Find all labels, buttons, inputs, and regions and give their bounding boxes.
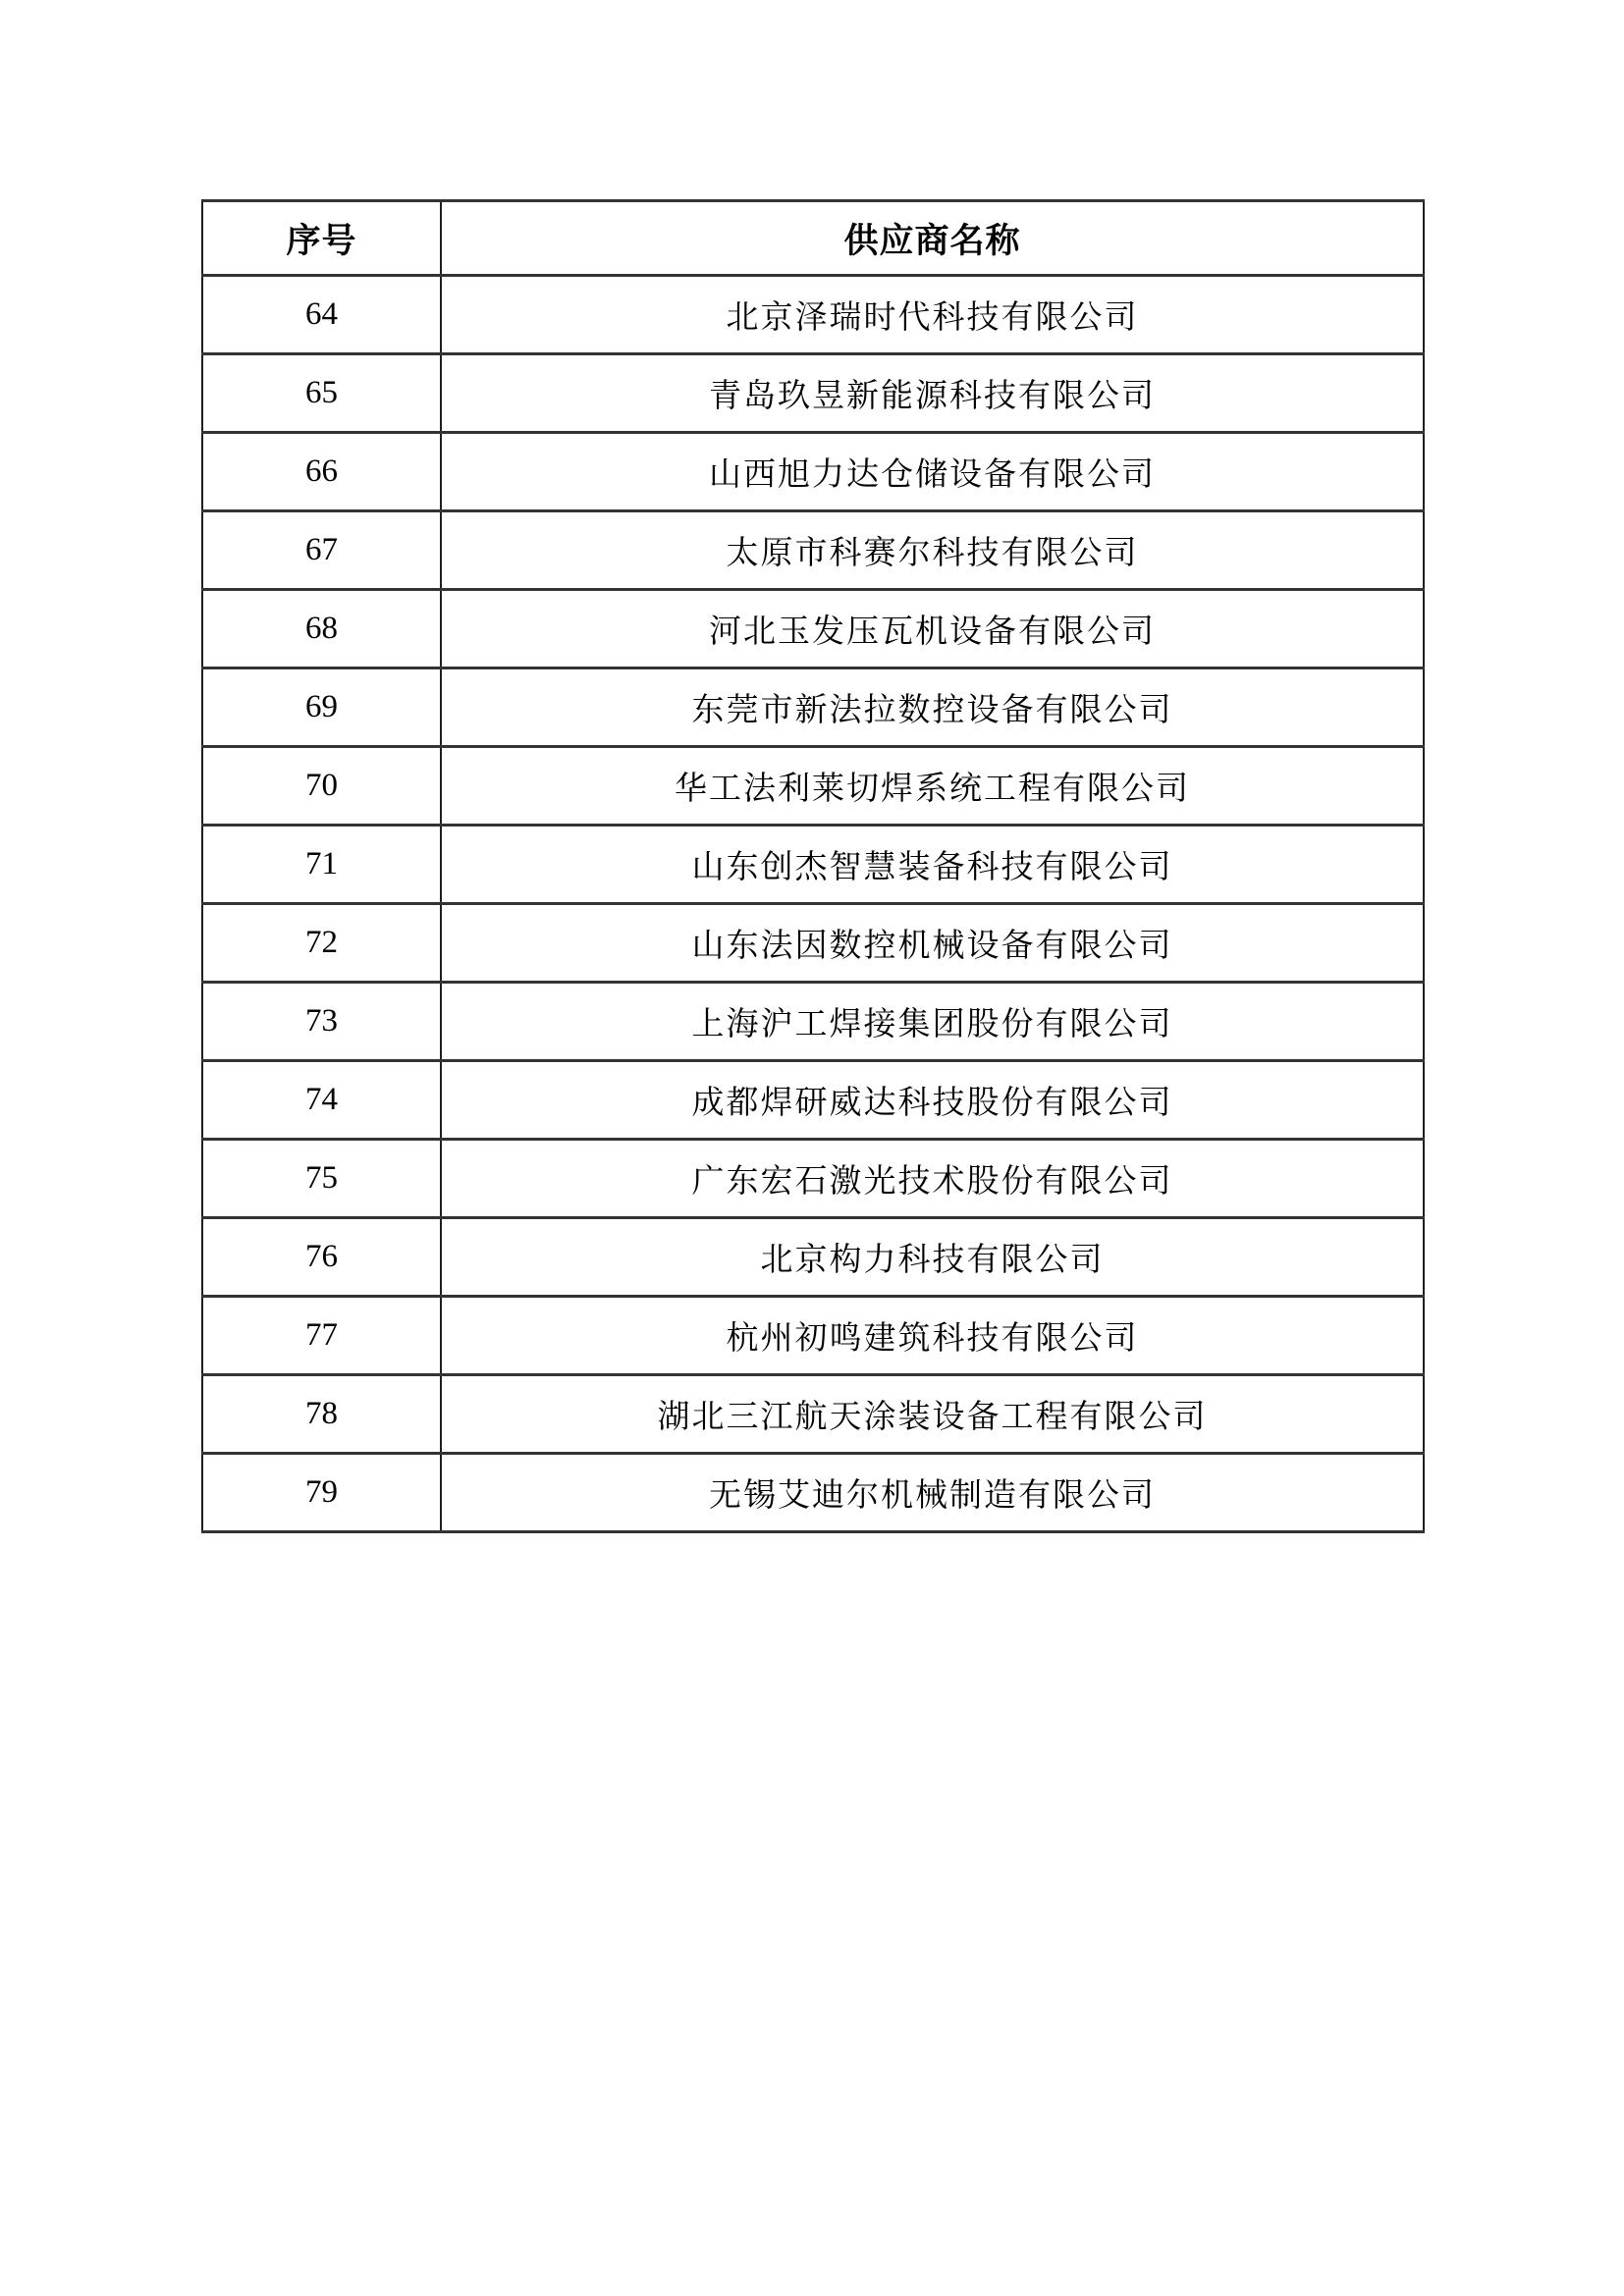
serial-number-cell: 69 <box>202 668 441 747</box>
supplier-name-cell: 太原市科赛尔科技有限公司 <box>441 511 1424 590</box>
supplier-name-cell: 湖北三江航天涂装设备工程有限公司 <box>441 1375 1424 1454</box>
serial-number-cell: 73 <box>202 983 441 1061</box>
supplier-name-cell: 青岛玖昱新能源科技有限公司 <box>441 354 1424 433</box>
table-body <box>202 276 1424 1532</box>
serial-number-cell: 68 <box>202 590 441 668</box>
serial-number-cell: 78 <box>202 1375 441 1454</box>
serial-number-cell: 70 <box>202 747 441 826</box>
serial-number-cell: 65 <box>202 354 441 433</box>
table-header-row <box>202 201 1424 276</box>
supplier-name-cell: 华工法利莱切焊系统工程有限公司 <box>441 747 1424 826</box>
header-cell-serial-number <box>202 201 441 276</box>
supplier-name-cell: 河北玉发压瓦机设备有限公司 <box>441 590 1424 668</box>
table-row <box>202 1375 1424 1454</box>
supplier-name-cell: 山东创杰智慧装备科技有限公司 <box>441 826 1424 904</box>
serial-number-cell: 66 <box>202 433 441 511</box>
table-row <box>202 1454 1424 1532</box>
table-row <box>202 511 1424 590</box>
table-row <box>202 276 1424 354</box>
serial-number-cell: 67 <box>202 511 441 590</box>
table-row <box>202 590 1424 668</box>
serial-number-cell: 76 <box>202 1218 441 1297</box>
serial-number-cell: 72 <box>202 904 441 983</box>
table-row <box>202 904 1424 983</box>
header-supplier-name-label: 供应商名称 <box>843 221 1021 260</box>
table-row <box>202 1061 1424 1140</box>
supplier-name-cell: 东莞市新法拉数控设备有限公司 <box>441 668 1424 747</box>
supplier-name-cell: 山西旭力达仓储设备有限公司 <box>441 433 1424 511</box>
table-row <box>202 1140 1424 1218</box>
table-row <box>202 1218 1424 1297</box>
supplier-name-cell: 杭州初鸣建筑科技有限公司 <box>441 1297 1424 1375</box>
supplier-name-cell: 成都焊研威达科技股份有限公司 <box>441 1061 1424 1140</box>
supplier-name-cell: 上海沪工焊接集团股份有限公司 <box>441 983 1424 1061</box>
header-serial-number-label: 序号 <box>286 221 357 260</box>
table-row <box>202 433 1424 511</box>
serial-number-cell: 74 <box>202 1061 441 1140</box>
table-row <box>202 983 1424 1061</box>
supplier-table <box>201 199 1425 1533</box>
header-cell-supplier-name <box>441 201 1424 276</box>
supplier-name-cell: 山东法因数控机械设备有限公司 <box>441 904 1424 983</box>
table-row <box>202 668 1424 747</box>
serial-number-cell: 77 <box>202 1297 441 1375</box>
serial-number-cell: 64 <box>202 276 441 354</box>
serial-number-cell: 75 <box>202 1140 441 1218</box>
table-row <box>202 354 1424 433</box>
supplier-name-cell: 北京泽瑞时代科技有限公司 <box>441 276 1424 354</box>
table-row <box>202 747 1424 826</box>
serial-number-cell: 79 <box>202 1454 441 1532</box>
serial-number-cell: 71 <box>202 826 441 904</box>
table-row <box>202 1297 1424 1375</box>
supplier-name-cell: 无锡艾迪尔机械制造有限公司 <box>441 1454 1424 1532</box>
supplier-name-cell: 北京构力科技有限公司 <box>441 1218 1424 1297</box>
table-row <box>202 826 1424 904</box>
supplier-name-cell: 广东宏石激光技术股份有限公司 <box>441 1140 1424 1218</box>
